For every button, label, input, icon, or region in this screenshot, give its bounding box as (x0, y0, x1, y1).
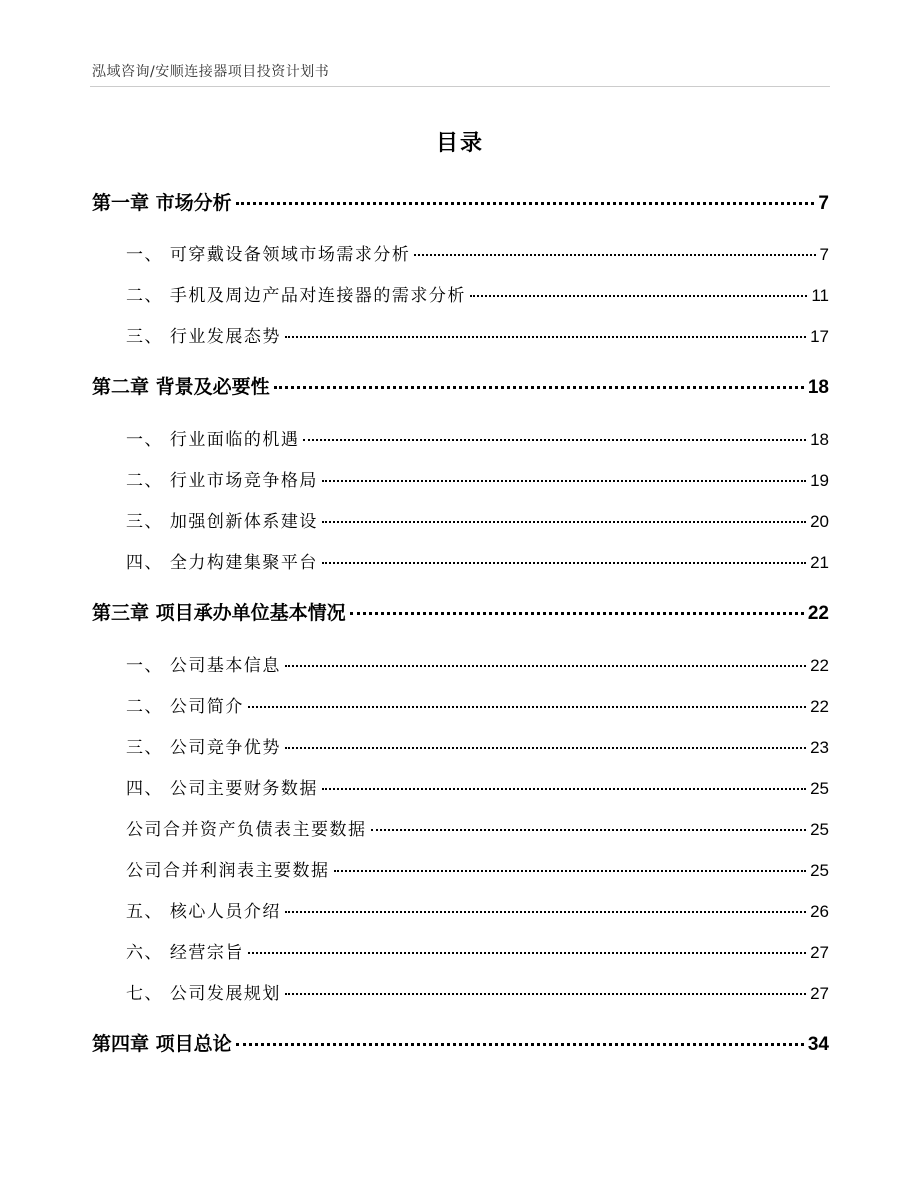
toc-section-2-1[interactable] (92, 425, 829, 450)
toc-page-number: 27 (810, 984, 829, 1003)
dot-leader (322, 788, 806, 790)
toc-page-number: 11 (811, 286, 829, 305)
toc-entry-label: 第一章 市场分析 (92, 192, 232, 214)
toc-page-number: 23 (810, 738, 829, 757)
dot-leader (303, 439, 806, 441)
dot-leader (350, 612, 804, 615)
toc-section-3-5[interactable] (92, 897, 829, 922)
toc-entry-label: 四、 全力构建集聚平台 (126, 553, 318, 573)
toc-page-number: 22 (807, 603, 829, 624)
toc-section-2-2[interactable] (92, 466, 829, 491)
toc-page-number: 18 (810, 430, 829, 449)
dot-leader (236, 202, 815, 205)
toc-entry-label: 三、 加强创新体系建设 (126, 512, 318, 532)
toc-chapter-4[interactable] (92, 1029, 829, 1056)
toc-subsection-balance-sheet[interactable] (92, 815, 829, 840)
toc-section-3-1[interactable] (92, 651, 829, 676)
dot-leader (274, 386, 804, 389)
toc-chapter-3[interactable] (92, 598, 829, 625)
toc-subsection-income-statement[interactable] (92, 856, 829, 881)
toc-entry-label: 二、 公司简介 (126, 697, 244, 717)
dot-leader (414, 254, 815, 256)
toc-entry-label: 公司合并利润表主要数据 (126, 861, 330, 881)
toc-page-number: 25 (810, 779, 829, 798)
dot-leader (285, 665, 806, 667)
toc-page-number: 19 (810, 471, 829, 490)
toc-entry-label: 二、 手机及周边产品对连接器的需求分析 (126, 286, 466, 306)
toc-page-number: 21 (810, 553, 829, 572)
toc-section-3-6[interactable] (92, 938, 829, 963)
dot-leader (334, 870, 807, 872)
toc-entry-label: 七、 公司发展规划 (126, 984, 281, 1004)
running-header: 泓域咨询/安顺连接器项目投资计划书 (92, 64, 330, 80)
toc-section-3-3[interactable] (92, 733, 829, 758)
toc-page-number: 25 (810, 820, 829, 839)
toc-entry-label: 二、 行业市场竞争格局 (126, 471, 318, 491)
toc-section-1-1[interactable] (92, 240, 829, 265)
dot-leader (470, 295, 807, 297)
toc-section-3-2[interactable] (92, 692, 829, 717)
dot-leader (322, 521, 806, 523)
toc-section-3-4[interactable] (92, 774, 829, 799)
toc-section-2-4[interactable] (92, 548, 829, 573)
toc-entry-label: 五、 核心人员介绍 (126, 902, 281, 922)
dot-leader (322, 480, 806, 482)
toc-entry-label: 一、 可穿戴设备领域市场需求分析 (126, 245, 411, 265)
toc-title: 目录 (435, 131, 484, 156)
dot-leader (248, 706, 806, 708)
toc-entry-label: 六、 经营宗旨 (126, 943, 244, 963)
toc-page-number: 7 (819, 245, 829, 264)
header-rule (90, 86, 830, 87)
toc-section-1-2[interactable] (92, 281, 829, 306)
toc-section-3-7[interactable] (92, 979, 829, 1004)
toc-page-number: 22 (810, 656, 829, 675)
toc-page-number: 34 (807, 1034, 829, 1055)
toc-entry-label: 第二章 背景及必要性 (92, 376, 270, 398)
toc-page-number: 20 (810, 512, 829, 531)
toc-page-number: 25 (810, 861, 829, 880)
toc-page-number: 22 (810, 697, 829, 716)
toc-entry-label: 三、 行业发展态势 (126, 327, 281, 347)
dot-leader (285, 336, 806, 338)
dot-leader (285, 747, 806, 749)
toc-page-number: 18 (807, 377, 829, 398)
dot-leader (248, 952, 806, 954)
toc-section-1-3[interactable] (92, 322, 829, 347)
dot-leader (285, 911, 806, 913)
toc-entry-label: 三、 公司竞争优势 (126, 738, 281, 758)
toc-entry-label: 四、 公司主要财务数据 (126, 779, 318, 799)
dot-leader (236, 1043, 804, 1046)
toc-chapter-2[interactable] (92, 372, 829, 399)
toc-section-2-3[interactable] (92, 507, 829, 532)
toc-page-number: 17 (810, 327, 829, 346)
dot-leader (371, 829, 807, 831)
toc-entry-label: 一、 行业面临的机遇 (126, 430, 300, 450)
toc-page-number: 26 (810, 902, 829, 921)
toc-entry-label: 第四章 项目总论 (92, 1033, 232, 1055)
toc-entry-label: 一、 公司基本信息 (126, 656, 281, 676)
toc-entry-label: 公司合并资产负债表主要数据 (126, 820, 367, 840)
toc-chapter-1[interactable] (92, 188, 829, 215)
toc-entry-label: 第三章 项目承办单位基本情况 (92, 602, 346, 624)
dot-leader (285, 993, 806, 995)
dot-leader (322, 562, 806, 564)
toc-page-number: 27 (810, 943, 829, 962)
toc-page-number: 7 (818, 193, 829, 214)
